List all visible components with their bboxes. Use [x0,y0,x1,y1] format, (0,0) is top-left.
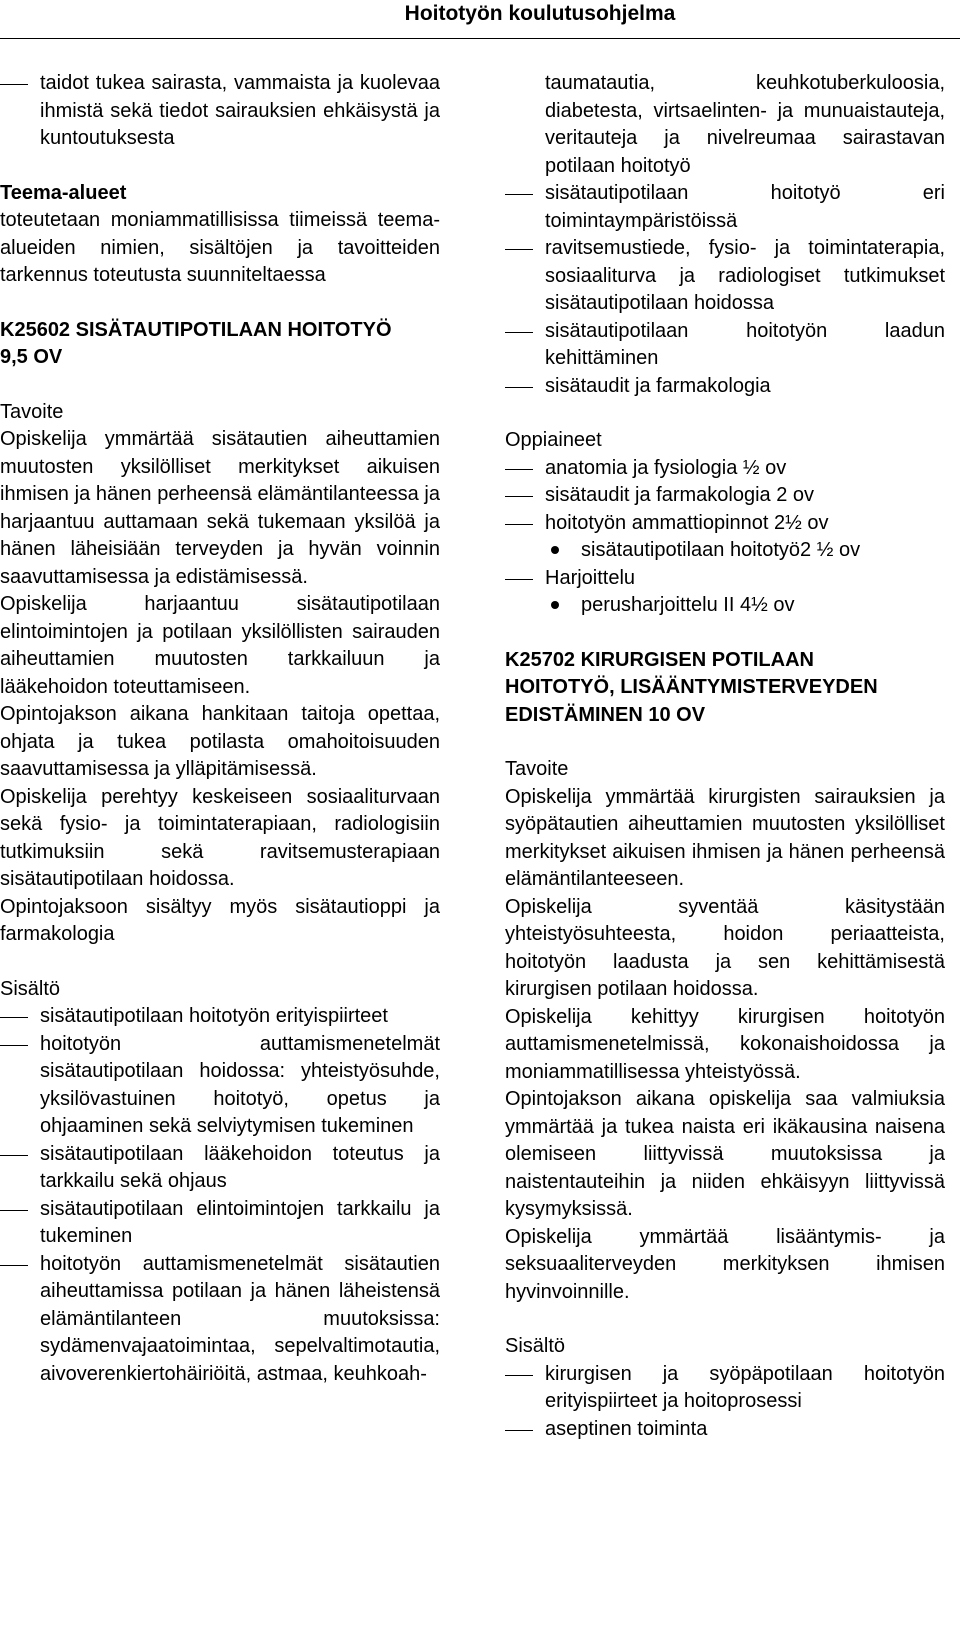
subject-item: anatomia ja fysiologia ½ ov [505,455,945,483]
page-header [0,0,960,40]
subject-item: sisätaudit ja farmakologia 2 ov [505,482,945,510]
tavoite2-heading: Tavoite [505,758,569,780]
subject-subitem: perusharjoittelu II 4½ ov [505,592,945,620]
subject-item: Harjoittelu [505,565,945,593]
content-item: sisätautipotilaan hoitotyön laadun kehittäminen [505,318,945,373]
tavoite2-paragraph: Opiskelija syventää käsitystään yhteistyösuhteesta, hoidon periaatteista, hoitotyön laadusta ja sen kehittämisestä kirurgisen potilaan hoidossa. [505,895,945,1000]
tavoite2-paragraph: Opintojakson aikana opiskelija saa valmiuksia ymmärtää ja tukea naista eri ikäkausina naisena olemiseen liittyvissä muutoksissa ja naistentauteihin ja niiden ehkäisyyn liittyvissä kysymyksissä. [505,1088,945,1220]
continuation-text: taumatautia, keuhkotuberkuloosia, diabetesta, virtsaelinten- ja munuaistauteja, veritauteja ja nivelreumaa sairastavan potilaan hoitotyö [545,72,945,177]
oppiaineet-heading: Oppiaineet [505,429,602,451]
tavoite-paragraph: Opintojaksoon sisältyy myös sisätautioppi ja farmakologia [0,895,440,945]
course2-heading: K25702 KIRURGISEN POTILAAN HOITOTYÖ, LISÄÄNTYMISTERVEYDEN EDISTÄMINEN 10 OV [505,648,878,726]
tavoite-paragraph: Opintojakson aikana hankitaan taitoja opettaa, ohjata ja tukea potilasta omahoitoisuuden saavuttamisessa ja ylläpitämisessä. [0,703,440,780]
teema-text: toteutetaan moniammatillisissa tiimeissä teema-alueiden nimien, sisältöjen ja tavoitteiden tarkennus toteutusta suunniteltaessa [0,209,440,286]
sisalto-item: sisätautipotilaan hoitotyön erityispiirteet [0,1003,440,1031]
sisalto-item: sisätautipotilaan lääkehoidon toteutus ja tarkkailu sekä ohjaus [0,1141,440,1196]
tavoite2-paragraph: Opiskelija kehittyy kirurgisen hoitotyön auttamismenetelmissä, kokonaishoidossa ja moniammatillisessa yhteistyössä. [505,1005,945,1083]
right-column [505,70,945,1443]
subject-item: hoitotyön ammattiopinnot 2½ ov [505,510,945,538]
left-column [0,70,440,1388]
intro-dash-item: taidot tukea sairasta, vammaista ja kuolevaa ihmistä sekä tiedot sairauksien ehkäisystä ja kuntoutuksesta [0,70,440,153]
tavoite-heading: Tavoite [0,400,64,423]
sisalto-heading: Sisältö [0,977,61,1000]
tavoite-paragraph: Opiskelija harjaantuu sisätautipotilaan elintoimintojen ja potilaan yksilöllisten sairauden aiheuttamien muutosten tarkkailuun ja lääkehoidon toteuttamiseen. [0,593,440,698]
course-heading: K25602 SISÄTAUTIPOTILAAN HOITOTYÖ 9,5 OV [0,318,392,368]
tavoite2-paragraph: Opiskelija ymmärtää kirurgisten sairauksien ja syöpätautien aiheuttamien muutosten yksilölliset merkitykset aikuisen ihmisen ja hänen perheensä elämäntilanteeseen. [505,785,945,890]
subject-subitem: sisätautipotilaan hoitotyö2 ½ ov [505,537,945,565]
tavoite2-paragraph: Opiskelija ymmärtää lisääntymis- ja seksuaaliterveyden merkityksen ihmisen hyvinvoinnille. [505,1225,945,1303]
header-rule [0,38,960,39]
sisalto2-item: aseptinen toiminta [505,1416,945,1444]
program-title: Hoitotyön koulutusohjelma [404,2,676,25]
sisalto2-item: kirurgisen ja syöpäpotilaan hoitotyön erityispiirteet ja hoitoprosessi [505,1361,945,1416]
sisalto-item: hoitotyön auttamismenetelmät sisätautipotilaan hoidossa: yhteistyösuhde, yksilövastuinen hoitotyö, opetus ja ohjaaminen sekä selviytymisen tukeminen [0,1031,440,1141]
content-item: sisätaudit ja farmakologia [505,373,945,401]
teema-heading: Teema-alueet [0,181,127,204]
content-item: sisätautipotilaan hoitotyö eri toimintaympäristöissä [505,180,945,235]
content-item: ravitsemustiede, fysio- ja toimintaterapia, sosiaaliturva ja radiologiset tutkimukset sisätautipotilaan hoidossa [505,235,945,318]
tavoite-paragraph: Opiskelija ymmärtää sisätautien aiheuttamien muutosten yksilölliset merkitykset aikuisen ihmisen ja hänen perheensä elämäntilanteessa ja harjaantuu auttamaan sekä tukemaan yksilöä ja hänen läheisiään terveyden ja hyvän voinnin saavuttamisessa ja edistämisessä. [0,428,440,588]
sisalto-item: sisätautipotilaan elintoimintojen tarkkailu ja tukeminen [0,1196,440,1251]
sisalto2-heading: Sisältö [505,1335,566,1357]
tavoite-paragraph: Opiskelija perehtyy keskeiseen sosiaaliturvaan sekä fysio- ja toimintaterapiaan, radiologisiin tutkimuksiin sekä ravitsemusterapiaan sisätautipotilaan hoidossa. [0,785,440,890]
sisalto-item: hoitotyön auttamismenetelmät sisätautien aiheuttamissa potilaan ja hänen läheistensä elämäntilanteen muutoksissa: sydämenvajaatoimintaa, sepelvaltimotautia, aivoverenkiertohäiriöitä, astmaa, keuhkoah- [0,1251,440,1389]
